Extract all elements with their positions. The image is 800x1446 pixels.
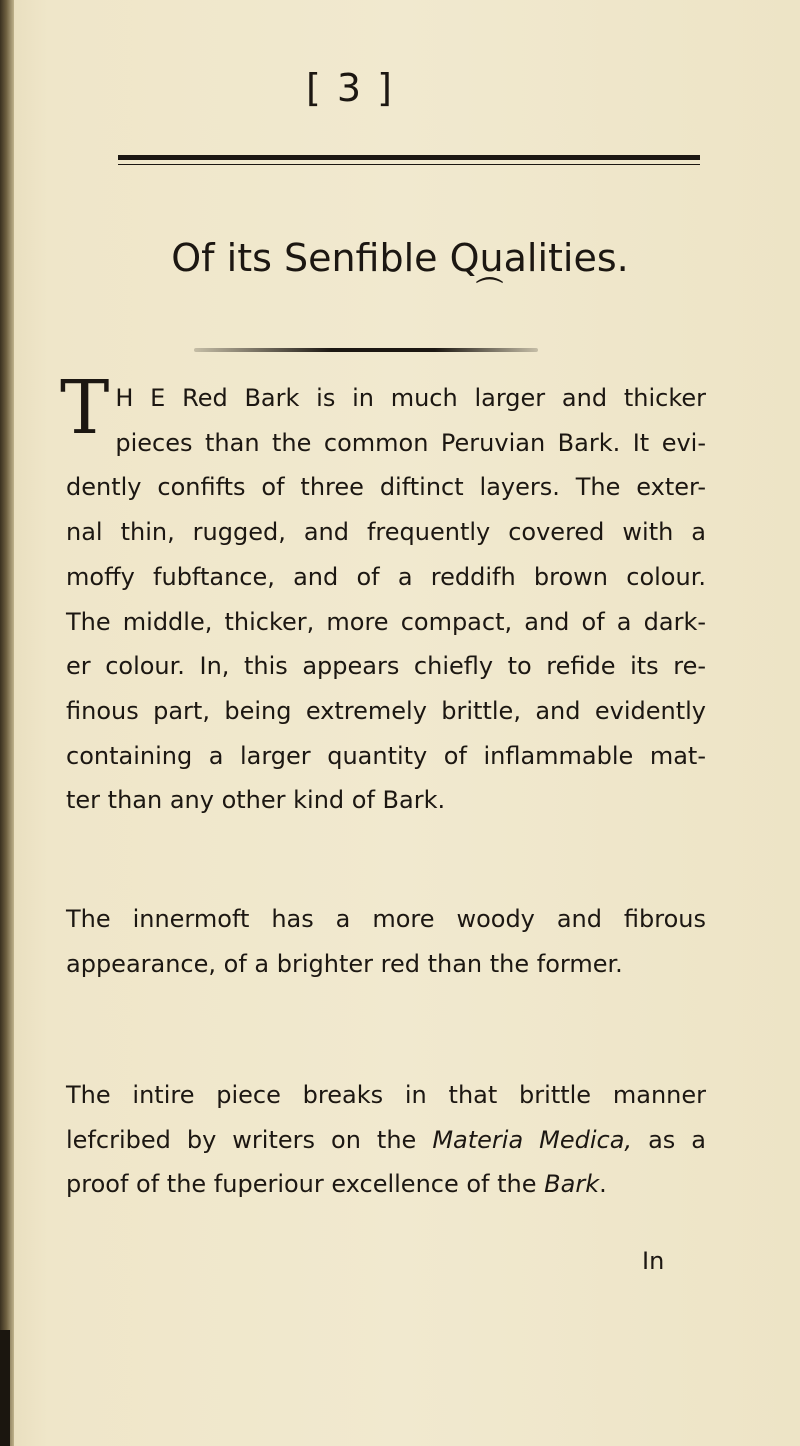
text-line: The middle, thicker, more compact, and of a dark- (66, 607, 706, 636)
text-line: appearance, of a brighter red than the former. (66, 949, 623, 978)
text-line: er colour. In, this appears chiefly to refide its re- (66, 652, 706, 681)
text-run: lefcribed by writers on the (66, 1125, 433, 1154)
text-run: proof of the fuperiour excellence of the (66, 1170, 545, 1199)
section-title: Of its Senfible Qualities. (171, 236, 629, 280)
catchword: In (642, 1247, 665, 1275)
text-run: . (599, 1170, 607, 1199)
text-line: moffy fubftance, and of a reddifh brown colour. (66, 562, 706, 591)
paragraph-sensible-qualities (60, 365, 706, 823)
text-line: The innermoft has a more woody and fibrous (66, 905, 706, 933)
text-line: H E Red Bark is in much larger and thicker (115, 384, 706, 412)
text-line: finous part, being extremely brittle, and evidently (66, 696, 706, 725)
text-line: dently confifts of three diftinct layers. The exter- (66, 473, 706, 502)
ornament-mark: ⏜ (476, 276, 503, 309)
text-line: containing a larger quantity of inflammable mat- (66, 741, 706, 770)
italic-term: Bark (544, 1170, 600, 1199)
paragraph-intire-piece (66, 1073, 706, 1207)
page-number: [ 3 ] (306, 66, 394, 110)
header-rule-thin (118, 164, 700, 165)
book-spine-shadow (0, 1330, 10, 1446)
section-divider-rule (194, 348, 538, 352)
text-line: ter than any other kind of Bark. (66, 786, 446, 815)
text-run: as a (632, 1125, 706, 1154)
text-line: nal thin, rugged, and frequently covered with a (66, 518, 706, 547)
text-line: pieces than the common Peruvian Bark. It evi- (115, 428, 706, 457)
drop-cap: T (60, 365, 110, 451)
text-line: The intire piece breaks in that brittle manner (66, 1081, 706, 1109)
text-line (66, 1162, 706, 1207)
paragraph-innermost-layer (66, 897, 706, 986)
header-rule-thick (118, 155, 700, 160)
text-line (66, 1118, 706, 1163)
book-spine-edge (0, 0, 14, 1446)
italic-term: Materia Medica, (432, 1125, 633, 1154)
